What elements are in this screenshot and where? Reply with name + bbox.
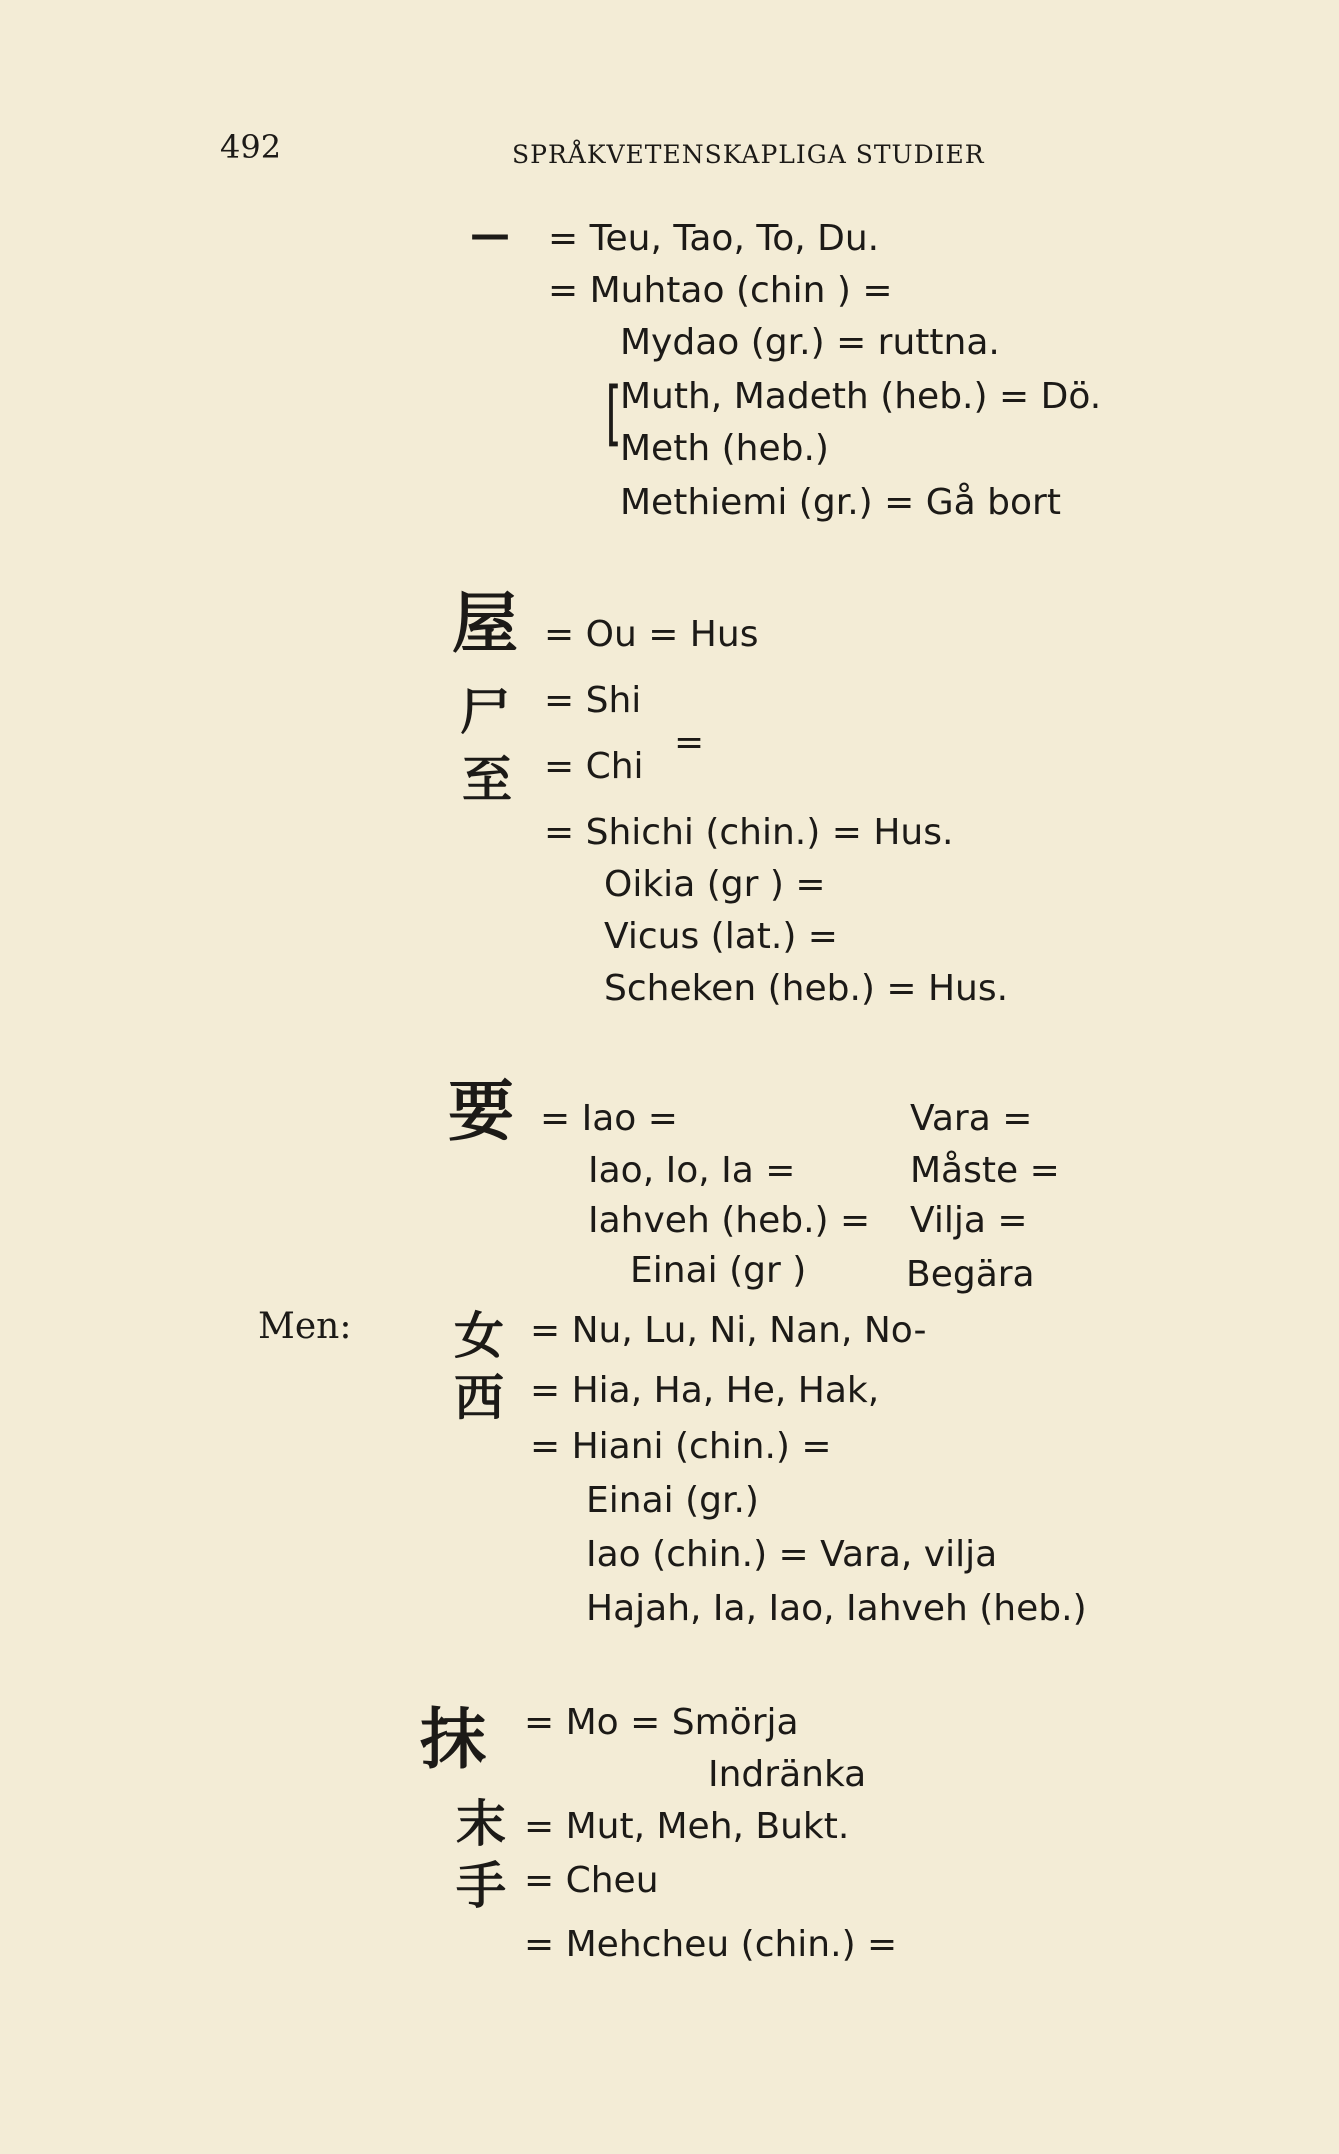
glyph-xi: 西 — [454, 1369, 504, 1427]
entry-chi: = Chi — [544, 746, 644, 787]
entry-mehcheu: = Mehcheu (chin.) = — [524, 1924, 898, 1965]
entry-teu: = Teu, Tao, To, Du. — [548, 218, 880, 259]
entry-mydao: Mydao (gr.) = ruttna. — [620, 322, 1000, 363]
entry-hiani: = Hiani (chin.) = — [530, 1426, 832, 1467]
glyph-one: — — [470, 212, 510, 258]
entry-iao-left: = Iao = — [540, 1098, 678, 1139]
entry-nu: = Nu, Lu, Ni, Nan, No- — [530, 1310, 927, 1351]
running-title: SPRÅKVETENSKAPLIGA STUDIER — [512, 140, 985, 169]
entry-muhtao: = Muhtao (chin ) = — [548, 270, 893, 311]
entry-vicus: Vicus (lat.) = — [604, 916, 838, 957]
entry-mo: = Mo = Smörja — [524, 1702, 799, 1743]
entry-begara: Begära — [906, 1254, 1035, 1295]
men-label: Men: — [258, 1306, 352, 1347]
entry-muth: Muth, Madeth (heb.) = Dö. — [620, 376, 1102, 417]
page-number: 492 — [220, 128, 282, 166]
brace-bracket: [ — [605, 372, 622, 454]
entry-equals: = — [674, 722, 705, 763]
entry-oikia: Oikia (gr ) = — [604, 864, 826, 905]
entry-maste: Måste = — [910, 1150, 1060, 1191]
glyph-mo: 抹 — [420, 1701, 486, 1778]
glyph-nu: 女 — [454, 1307, 504, 1365]
entry-hajah: Hajah, Ia, Iao, Iahveh (heb.) — [586, 1588, 1087, 1629]
entry-iao-io: Iao, Io, Ia = — [588, 1150, 796, 1191]
entry-scheken: Scheken (heb.) = Hus. — [604, 968, 1009, 1009]
glyph-shi: 尸 — [460, 683, 510, 741]
glyph-yao: 要 — [448, 1073, 514, 1150]
entry-cheu: = Cheu — [524, 1860, 659, 1901]
entry-meth: Meth (heb.) — [620, 428, 829, 469]
glyph-zhi: 至 — [462, 751, 512, 809]
entry-mut: = Mut, Meh, Bukt. — [524, 1806, 850, 1847]
entry-iao-chin: Iao (chin.) = Vara, vilja — [586, 1534, 998, 1575]
entry-ou: = Ou = Hus — [544, 614, 759, 655]
entry-shi: = Shi — [544, 680, 642, 721]
entry-methiemi: Methiemi (gr.) = Gå bort — [620, 482, 1061, 523]
entry-vara: Vara = — [910, 1098, 1033, 1139]
entry-hia: = Hia, Ha, He, Hak, — [530, 1370, 880, 1411]
entry-einai-left: Einai (gr ) — [630, 1250, 807, 1291]
glyph-wu: 屋 — [452, 585, 518, 662]
entry-iahveh: Iahveh (heb.) = — [588, 1200, 871, 1241]
entry-indranka: Indränka — [708, 1754, 867, 1795]
glyph-mut: 末 — [456, 1795, 506, 1853]
entry-shichi: = Shichi (chin.) = Hus. — [544, 812, 954, 853]
entry-einai: Einai (gr.) — [586, 1480, 759, 1521]
entry-vilja: Vilja = — [910, 1200, 1028, 1241]
glyph-cheu: 手 — [456, 1857, 506, 1915]
